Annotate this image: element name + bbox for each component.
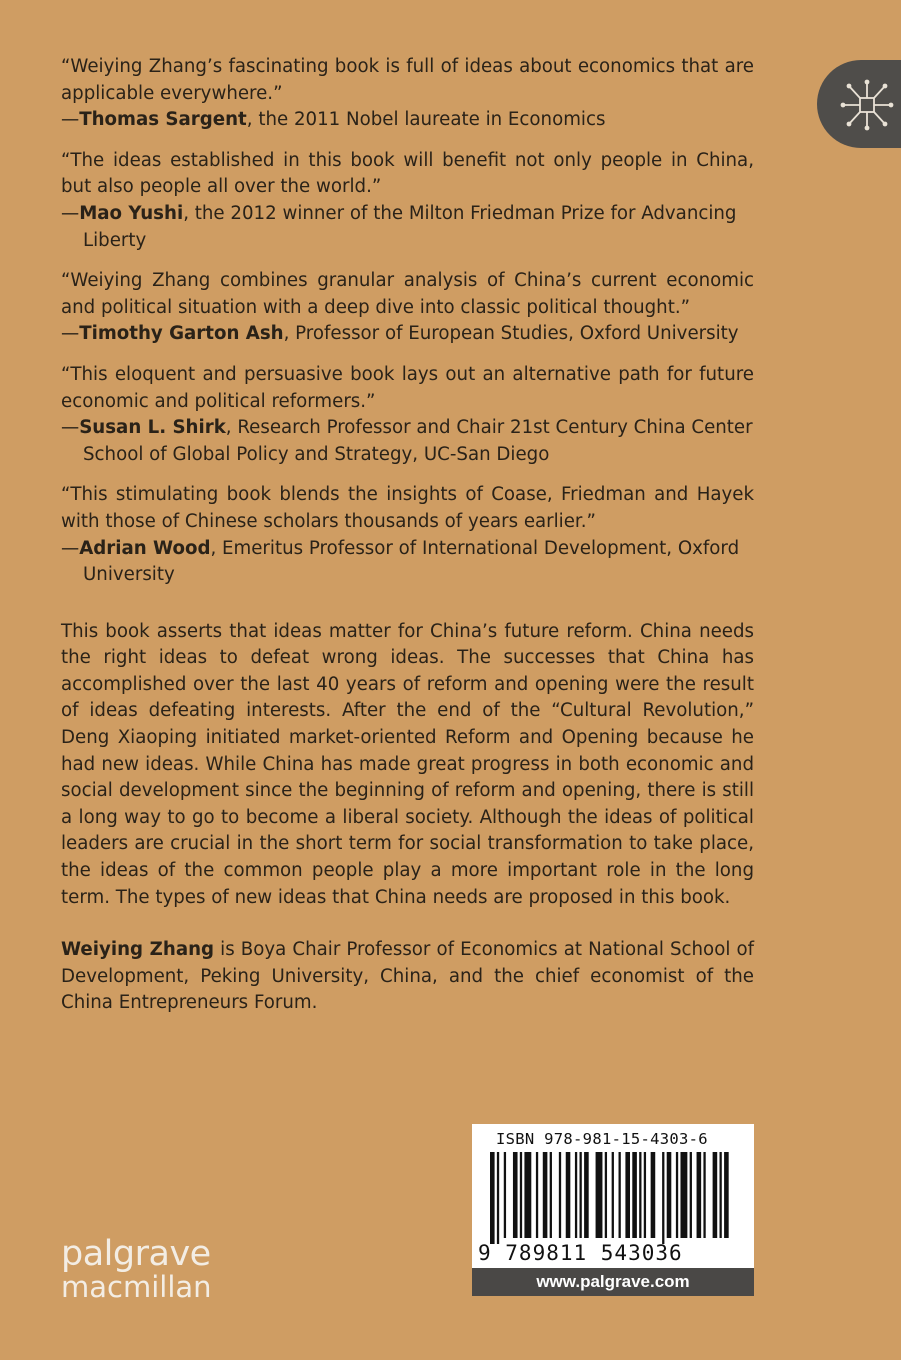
quote-text: “Weiying Zhang combines granular analysis of China’s current economic and political situation with a deep dive into classic political thought.” <box>61 270 754 318</box>
barcode-bar <box>559 1152 561 1238</box>
barcode-digits: 9 789811 543036 <box>478 1241 683 1265</box>
barcode-bar <box>520 1152 522 1238</box>
barcode-bar <box>566 1152 571 1238</box>
barcode-bar <box>504 1152 506 1238</box>
endorsement-quote <box>61 268 754 348</box>
publisher-logo <box>61 1234 212 1304</box>
barcode-bar <box>580 1152 582 1238</box>
quote-author-role: , Emeritus Professor of International Development, Oxford University <box>83 537 740 586</box>
barcode-bar <box>676 1152 678 1238</box>
barcode-bar <box>596 1152 603 1238</box>
quote-author: Thomas Sargent <box>79 109 247 131</box>
quote-text: “Weiying Zhang’s fascinating book is full of ideas about economics that are applicable everywhere.” <box>61 56 754 104</box>
barcode-bars <box>486 1152 738 1244</box>
barcode-bar <box>720 1152 722 1238</box>
endorsement-quote <box>61 482 754 588</box>
barcode-bar <box>690 1152 692 1238</box>
endorsement-quote <box>61 362 754 468</box>
barcode-bar <box>543 1152 548 1238</box>
barcode-bar <box>497 1152 499 1244</box>
quote-author: Timothy Garton Ash <box>79 323 284 345</box>
publisher-logo-badge <box>817 60 901 148</box>
quote-attribution: —Timothy Garton Ash, Professor of European Studies, Oxford University <box>61 323 739 345</box>
endorsement-quote <box>61 54 754 134</box>
barcode-bar <box>584 1152 589 1238</box>
barcode-bar <box>667 1152 672 1238</box>
quote-attribution: —Susan L. Shirk, Research Professor and Chair 21st Century China Center School of Global Policy and Strategy, UC-San Diego <box>61 417 753 465</box>
author-bio <box>61 937 754 1017</box>
barcode-bar <box>536 1152 538 1238</box>
barcode-bar <box>697 1152 702 1238</box>
endorsement-quote <box>61 148 754 254</box>
quote-author: Mao Yushi <box>79 202 184 224</box>
back-cover-content <box>61 54 754 1017</box>
barcode-bar <box>513 1152 518 1238</box>
barcode-bar <box>680 1152 687 1238</box>
barcode-bar <box>490 1152 495 1244</box>
quote-text: “This stimulating book blends the insights of Coase, Friedman and Hayek with those of Chinese scholars thousands of years earlier.” <box>61 484 754 532</box>
author-bio-text: is Boya Chair Professor of Economics at National School of Development, Peking University, China, and the chief economist of the China Entrepreneurs Forum. <box>61 939 754 1014</box>
quote-author-role: , the 2011 Nobel laureate in Economics <box>246 109 606 131</box>
quote-author: Adrian Wood <box>79 537 211 559</box>
quote-author-role: , Professor of European Studies, Oxford University <box>283 323 739 345</box>
barcode-bar <box>724 1152 729 1238</box>
quote-text: “This eloquent and persuasive book lays out an alternative path for future economic and political reformers.” <box>61 363 754 412</box>
barcode-bar <box>644 1152 646 1238</box>
barcode-bar <box>651 1152 656 1238</box>
palgrave-network-icon <box>837 78 897 132</box>
barcode-bar <box>703 1152 705 1238</box>
quote-attribution: —Mao Yushi, the 2012 winner of the Milton Friedman Prize for Advancing Liberty <box>61 202 737 251</box>
barcode-bar <box>605 1152 607 1238</box>
publisher-url: www.palgrave.com <box>472 1268 754 1296</box>
quote-author-role: , Research Professor and Chair 21st Century China Center School of Global Policy and Strategy, UC-San Diego <box>83 417 753 465</box>
barcode-bar <box>639 1152 641 1238</box>
quote-author: Susan L. Shirk <box>79 417 226 439</box>
book-description: This book asserts that ideas matter for China’s future reform. China needs the right ideas to defeat wrong ideas. The successes that China has accomplished over the last 40 years of reform and opening were the result of ideas defeating interests. After the end of the “Cultural Revolution,” Deng Xiaoping initiated market-oriented Reform and Opening because he had new ideas. While China has made great progress in both economic and social development since the beginning of reform and opening, there is still a long way to go to become a liberal society. Although the ideas of political leaders are crucial in the short term for social transformation to take place, the ideas of the common people play a more important role in the long term. The types of new ideas that China needs are proposed in this book. <box>61 620 754 908</box>
publisher-name-line2: macmillan <box>61 1270 212 1304</box>
quote-attribution: —Thomas Sargent, the 2011 Nobel laureate in Economics <box>61 109 606 131</box>
barcode-bar <box>619 1152 621 1238</box>
quote-text: “The ideas established in this book will benefit not only people in China, but also people all over the world.” <box>61 149 754 198</box>
barcode-bar <box>632 1152 637 1238</box>
quote-attribution: —Adrian Wood, Emeritus Professor of International Development, Oxford University <box>61 537 740 586</box>
isbn-barcode-box <box>472 1124 754 1296</box>
quote-author-role: , the 2012 winner of the Milton Friedman Prize for Advancing Liberty <box>83 202 737 251</box>
barcode-bar <box>575 1152 577 1238</box>
barcode-bar <box>550 1152 552 1238</box>
barcode-bar <box>713 1152 718 1238</box>
publisher-name-line1: palgrave <box>61 1234 211 1274</box>
barcode-bar <box>625 1152 630 1238</box>
isbn-label: ISBN 978-981-15-4303-6 <box>496 1130 708 1148</box>
barcode-bar <box>662 1152 664 1244</box>
barcode-bar <box>524 1152 531 1238</box>
barcode-bar <box>612 1152 614 1238</box>
author-bio-name: Weiying Zhang <box>61 939 215 961</box>
